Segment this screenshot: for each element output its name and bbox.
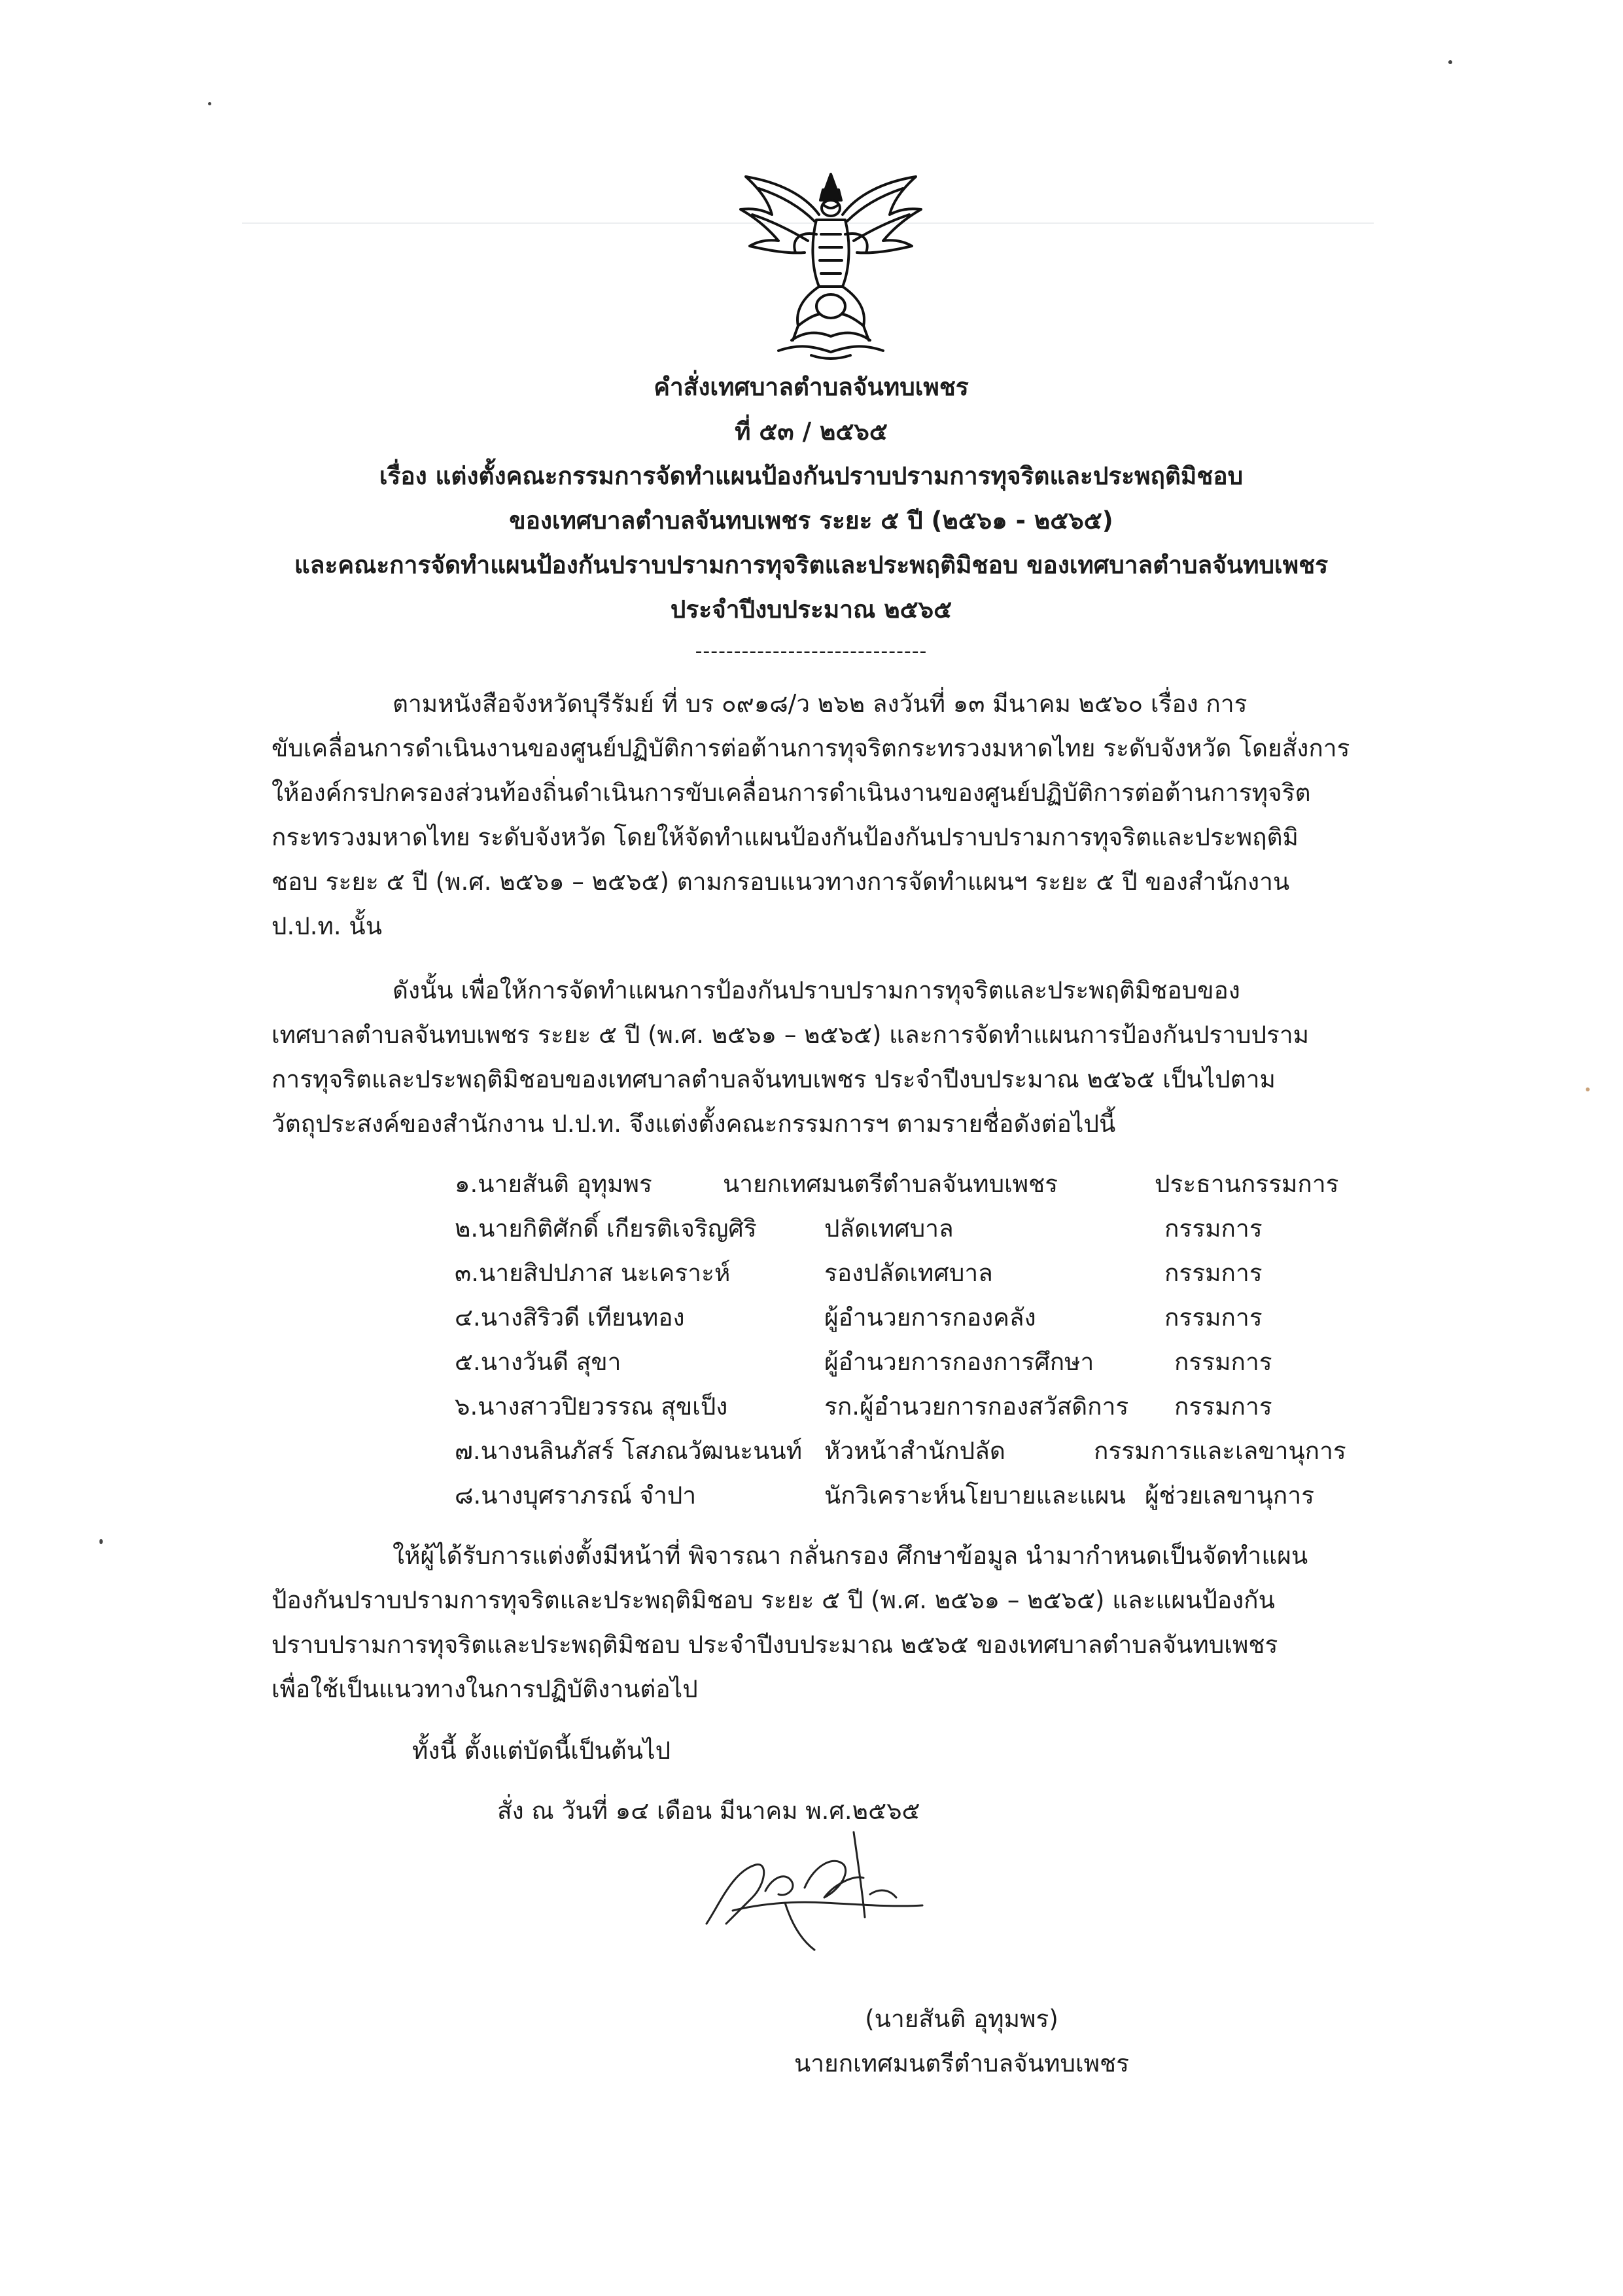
paragraph-2-line: การทุจริตและประพฤติมิชอบของเทศบาลตำบลจันทบเพชร ประจำปีงบประมาณ ๒๕๖๕ เป็นไปตาม	[271, 1065, 1276, 1093]
paragraph-2-line: เทศบาลตำบลจันทบเพชร ระยะ ๕ ปี (พ.ศ. ๒๕๖๑ – ๒๕๖๕) และการจัดทำแผนการป้องกันปราบปราม	[271, 1021, 1309, 1049]
member-name: ๗.นางนลินภัสร์ โสภณวัฒนะนนท์	[455, 1437, 803, 1465]
order-title: คำสั่งเทศบาลตำบลจันทบเพชร	[654, 373, 969, 401]
member-position: ปลัดเทศบาล	[824, 1214, 954, 1243]
order-number: ที่ ๕๓ / ๒๕๖๕	[735, 417, 888, 446]
scan-speck	[1448, 60, 1452, 64]
paragraph-2-line: วัตถุประสงค์ของสำนักงาน ป.ป.ท. จึงแต่งตั้งคณะกรรมการฯ ตามรายชื่อดังต่อไปนี้	[271, 1110, 1116, 1138]
paragraph-3-line: เพื่อใช้เป็นแนวทางในการปฏิบัติงานต่อไป	[271, 1675, 698, 1703]
effective-statement: ทั้งนี้ ตั้งแต่บัดนี้เป็นต้นไป	[412, 1737, 671, 1765]
member-role: ประธานกรรมการ	[1155, 1170, 1339, 1198]
member-role: กรรมการ	[1164, 1214, 1263, 1243]
garuda-emblem-icon	[733, 169, 929, 365]
signer-title: นายกเทศมนตรีตำบลจันทบเพชร	[794, 2049, 1130, 2077]
member-role: ผู้ช่วยเลขานุการ	[1145, 1481, 1314, 1510]
order-date: สั่ง ณ วันที่ ๑๔ เดือน มีนาคม พ.ศ.๒๕๖๕	[497, 1797, 920, 1825]
member-name: ๕.นางวันดี สุขา	[455, 1348, 621, 1376]
handwritten-signature-icon	[693, 1826, 935, 1956]
paragraph-1-line: กระทรวงมหาดไทย ระดับจังหวัด โดยให้จัดทำแผนป้องกันป้องกันปราบปรามการทุจริตและประพฤติมิ	[271, 823, 1299, 851]
member-role: กรรมการและเลขานุการ	[1094, 1437, 1346, 1465]
paragraph-1-line: ป.ป.ท. นั้น	[271, 912, 382, 940]
paragraph-2-line: ดังนั้น เพื่อให้การจัดทำแผนการป้องกันปราบปรามการทุจริตและประพฤติมิชอบของ	[393, 976, 1240, 1004]
member-role: กรรมการ	[1164, 1303, 1263, 1332]
member-position: ผู้อำนวยการกองคลัง	[824, 1303, 1036, 1332]
member-position: รองปลัดเทศบาล	[824, 1259, 993, 1287]
paragraph-3-line: ปราบปรามการทุจริตและประพฤติมิชอบ ประจำปีงบประมาณ ๒๕๖๕ ของเทศบาลตำบลจันทบเพชร	[271, 1631, 1278, 1659]
scan-speck	[99, 1539, 103, 1544]
member-position: นักวิเคราะห์นโยบายและแผน	[824, 1481, 1126, 1510]
member-name: ๑.นายสันติ อุทุมพร	[455, 1170, 652, 1198]
subject-line: เรื่อง แต่งตั้งคณะกรรมการจัดทำแผนป้องกันปราบปรามการทุจริตและประพฤติมิชอบ	[379, 462, 1244, 490]
paragraph-1-line: ขับเคลื่อนการดำเนินงานของศูนย์ปฏิบัติการต่อต้านการทุจริตกระทรวงมหาดไทย ระดับจังหวัด โดยสั่งการ	[271, 734, 1350, 762]
header-divider: ------------------------------	[695, 640, 928, 663]
paragraph-1-line: ให้องค์กรปกครองส่วนท้องถิ่นดำเนินการขับเคลื่อนการดำเนินงานของศูนย์ปฏิบัติการต่อต้านการทุจริต	[271, 779, 1311, 807]
paragraph-1-line: ชอบ ระยะ ๕ ปี (พ.ศ. ๒๕๖๑ – ๒๕๖๕) ตามกรอบแนวทางการจัดทำแผนฯ ระยะ ๕ ปี ของสำนักงาน	[271, 868, 1290, 896]
member-position: หัวหน้าสำนักปลัด	[824, 1437, 1005, 1465]
member-name: ๓.นายสิปปภาส นะเคราะห์	[455, 1259, 731, 1287]
member-position: นายกเทศมนตรีตำบลจันทบเพชร	[723, 1170, 1058, 1198]
subject-line-2: ของเทศบาลตำบลจันทบเพชร ระยะ ๕ ปี (๒๕๖๑ - ๒๕๖๕)	[509, 506, 1113, 535]
scan-speck	[208, 102, 211, 105]
member-name: ๔.นางสิริวดี เทียนทอง	[455, 1303, 685, 1332]
paragraph-3-line: ให้ผู้ได้รับการแต่งตั้งมีหน้าที่ พิจารณา กลั่นกรอง ศึกษาข้อมูล นำมากำหนดเป็นจัดทำแผน	[393, 1542, 1308, 1570]
signer-name: (นายสันติ อุทุมพร)	[865, 2005, 1058, 2033]
member-position: ผู้อำนวยการกองการศึกษา	[824, 1348, 1094, 1376]
member-name: ๒.นายกิติศักดิ์ เกียรติเจริญศิริ	[455, 1214, 757, 1243]
member-role: กรรมการ	[1174, 1392, 1272, 1421]
subject-line-3: และคณะการจัดทำแผนป้องกันปราบปรามการทุจริตและประพฤติมิชอบ ของเทศบาลตำบลจันทบเพชร	[294, 551, 1329, 579]
paragraph-3-line: ป้องกันปราบปรามการทุจริตและประพฤติมิชอบ ระยะ ๕ ปี (พ.ศ. ๒๕๖๑ – ๒๕๖๕) และแผนป้องกัน	[271, 1586, 1275, 1614]
subject-line-4: ประจำปีงบประมาณ ๒๕๖๕	[670, 595, 952, 624]
scan-speck	[1586, 1087, 1590, 1091]
member-role: กรรมการ	[1174, 1348, 1272, 1376]
paragraph-1-line: ตามหนังสือจังหวัดบุรีรัมย์ ที่ บร ๐๙๑๘/ว ๒๖๒ ลงวันที่ ๑๓ มีนาคม ๒๕๖๐ เรื่อง การ	[393, 690, 1248, 718]
member-role: กรรมการ	[1164, 1259, 1263, 1287]
member-name: ๘.นางบุศราภรณ์ จำปา	[455, 1481, 697, 1510]
member-position: รก.ผู้อำนวยการกองสวัสดิการ	[824, 1392, 1129, 1421]
member-name: ๖.นางสาวปิยวรรณ สุขเป็ง	[455, 1392, 728, 1421]
